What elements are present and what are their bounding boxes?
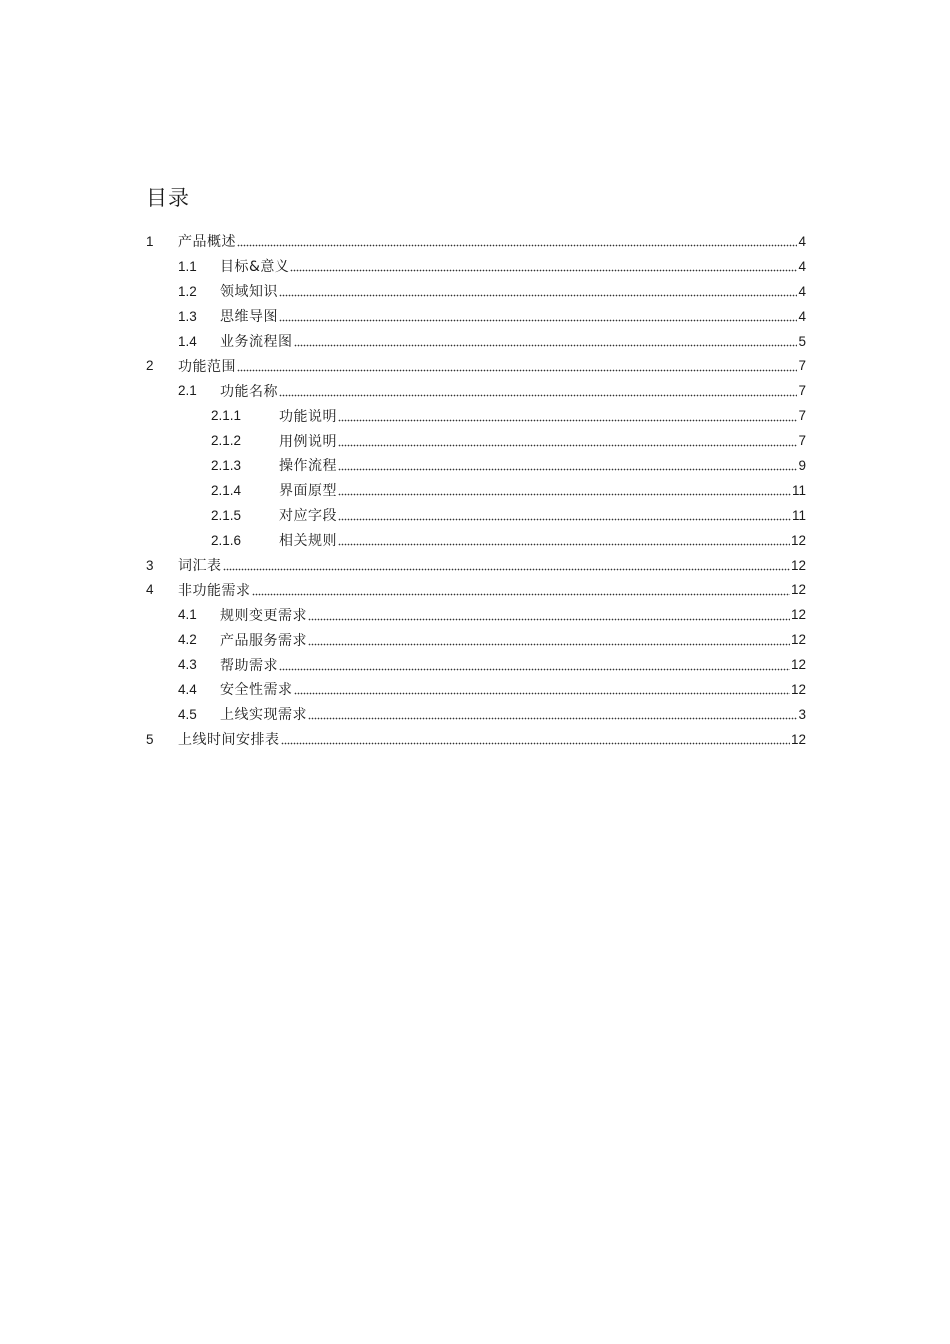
toc-entry-number: 4.5 xyxy=(178,706,197,722)
toc-entry-page-number: 3 xyxy=(798,706,806,722)
toc-entry[interactable] xyxy=(146,229,806,254)
dot-leader xyxy=(279,384,797,398)
toc-entry[interactable] xyxy=(146,304,806,329)
dot-leader xyxy=(338,508,791,522)
dot-leader xyxy=(290,259,797,273)
toc-entry-number: 4.4 xyxy=(178,681,197,697)
dot-leader xyxy=(338,458,797,472)
toc-entry-number: 1.4 xyxy=(178,333,197,349)
dot-leader xyxy=(338,533,790,547)
toc-entry-label: 用例说明 xyxy=(279,433,337,450)
toc-entry-number: 3 xyxy=(146,557,154,573)
toc-entry-page-number: 12 xyxy=(790,632,806,648)
toc-entry[interactable] xyxy=(146,528,806,553)
toc-entry-number: 1.3 xyxy=(178,308,197,324)
toc-entry-label: 界面原型 xyxy=(279,483,337,500)
toc-entry-page-number: 12 xyxy=(790,607,806,623)
toc-entry-page-number: 12 xyxy=(790,532,806,548)
toc-entry-label: 非功能需求 xyxy=(178,582,251,599)
toc-entry-number: 2.1 xyxy=(178,383,197,399)
toc-entry-number: 1.1 xyxy=(178,258,197,274)
toc-entry-page-number: 7 xyxy=(798,358,806,374)
toc-entry-number: 1.2 xyxy=(178,283,197,299)
toc-entry[interactable] xyxy=(146,353,806,378)
toc-entry-page-number: 11 xyxy=(791,482,806,498)
toc-entry-page-number: 11 xyxy=(791,507,806,523)
toc-entry-page-number: 12 xyxy=(790,557,806,573)
toc-entry-label: 对应字段 xyxy=(279,508,337,525)
toc-entry-page-number: 12 xyxy=(790,681,806,697)
toc-entry[interactable] xyxy=(146,428,806,453)
toc-entry-label: 上线时间安排表 xyxy=(178,732,280,749)
toc-entry[interactable] xyxy=(146,478,806,503)
dot-leader xyxy=(294,334,798,348)
toc-entry[interactable] xyxy=(146,553,806,578)
toc-entry-page-number: 4 xyxy=(798,308,806,324)
toc-entry[interactable] xyxy=(146,652,806,677)
toc-entry-number: 2.1.2 xyxy=(211,433,242,449)
dot-leader xyxy=(308,633,790,647)
dot-leader xyxy=(281,732,790,746)
toc-entry-number: 5 xyxy=(146,731,154,747)
toc-entry-page-number: 12 xyxy=(790,582,806,598)
dot-leader xyxy=(294,682,790,696)
toc-entry[interactable] xyxy=(146,378,806,403)
toc-entry[interactable] xyxy=(146,627,806,652)
toc-entry-number: 1 xyxy=(146,233,154,249)
toc-entry-label: 功能名称 xyxy=(220,383,278,400)
toc-entry-label: 操作流程 xyxy=(279,458,337,475)
toc-entry-page-number: 4 xyxy=(798,258,806,274)
toc-entry-number: 2 xyxy=(146,358,154,374)
toc-entry-page-number: 5 xyxy=(798,333,806,349)
toc-entry-page-number: 12 xyxy=(790,731,806,747)
toc-entry[interactable] xyxy=(146,677,806,702)
toc-entry-label: 帮助需求 xyxy=(220,657,278,674)
table-of-contents xyxy=(146,229,806,752)
toc-title: 目录 xyxy=(146,186,190,210)
dot-leader xyxy=(252,583,790,597)
toc-entry-label: 业务流程图 xyxy=(220,334,293,350)
toc-entry[interactable] xyxy=(146,503,806,528)
dot-leader xyxy=(279,284,797,298)
toc-entry-label: 相关规则 xyxy=(279,533,337,550)
toc-entry-label: 思维导图 xyxy=(220,309,278,326)
toc-entry-page-number: 12 xyxy=(790,657,806,673)
toc-entry-page-number: 7 xyxy=(798,408,806,424)
dot-leader xyxy=(308,608,790,622)
toc-entry-label: 产品概述 xyxy=(178,234,236,251)
toc-entry[interactable] xyxy=(146,254,806,279)
toc-entry-page-number: 4 xyxy=(798,283,806,299)
toc-entry-number: 2.1.5 xyxy=(211,507,242,523)
dot-leader xyxy=(223,558,790,572)
dot-leader xyxy=(308,707,797,721)
dot-leader xyxy=(338,483,791,497)
toc-entry-page-number: 9 xyxy=(798,457,806,473)
toc-entry-number: 4.3 xyxy=(178,657,197,673)
toc-entry-label: 功能说明 xyxy=(279,408,337,425)
toc-entry-label: 上线实现需求 xyxy=(220,707,307,724)
toc-entry-number: 2.1.1 xyxy=(211,408,242,424)
toc-entry[interactable] xyxy=(146,403,806,428)
toc-entry-number: 2.1.6 xyxy=(211,532,242,548)
toc-entry-label: 目标&意义 xyxy=(220,259,290,276)
toc-entry[interactable] xyxy=(146,602,806,627)
toc-entry-number: 2.1.4 xyxy=(211,482,242,498)
toc-entry-number: 4.2 xyxy=(178,632,197,648)
toc-entry[interactable] xyxy=(146,727,806,752)
dot-leader xyxy=(279,658,790,672)
toc-entry-label: 功能范围 xyxy=(178,358,236,375)
toc-entry-label: 安全性需求 xyxy=(220,682,293,699)
toc-entry[interactable] xyxy=(146,453,806,478)
dot-leader xyxy=(279,309,797,323)
toc-entry-label: 产品服务需求 xyxy=(220,632,307,649)
toc-entry-number: 4 xyxy=(146,582,154,598)
toc-entry[interactable] xyxy=(146,329,806,354)
toc-entry-number: 2.1.3 xyxy=(211,457,242,473)
toc-entry-label: 词汇表 xyxy=(178,558,222,575)
toc-entry-number: 4.1 xyxy=(178,607,197,623)
dot-leader xyxy=(338,409,797,423)
toc-entry-page-number: 7 xyxy=(798,383,806,399)
toc-entry-page-number: 4 xyxy=(798,233,806,249)
dot-leader xyxy=(237,359,797,373)
toc-entry-label: 领域知识 xyxy=(220,284,278,301)
dot-leader xyxy=(338,434,797,448)
toc-entry[interactable] xyxy=(146,702,806,727)
toc-entry[interactable] xyxy=(146,577,806,602)
toc-entry-page-number: 7 xyxy=(798,433,806,449)
toc-entry-label: 规则变更需求 xyxy=(220,607,307,624)
toc-entry[interactable] xyxy=(146,279,806,304)
dot-leader xyxy=(237,234,797,248)
